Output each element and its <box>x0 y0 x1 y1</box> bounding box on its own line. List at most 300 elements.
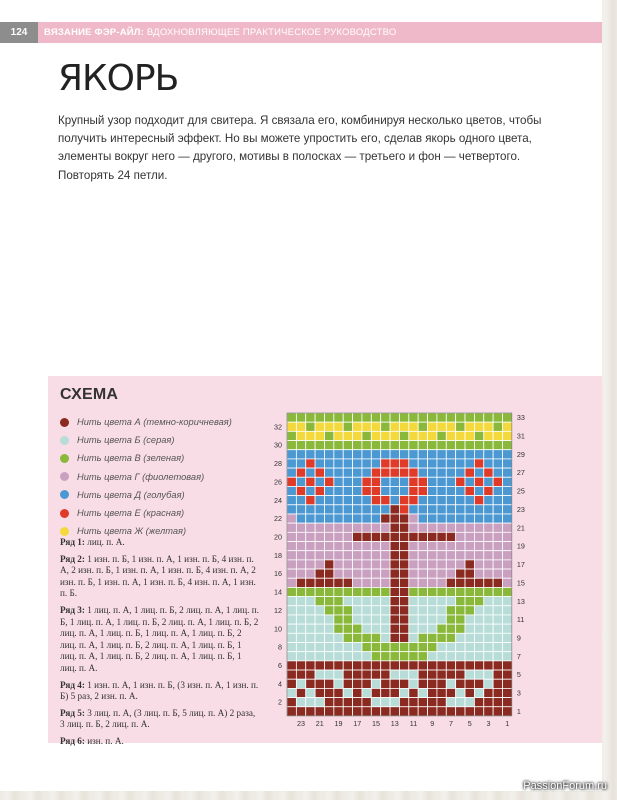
chart-cell <box>484 523 493 532</box>
chart-cell <box>296 661 305 670</box>
chart-cell <box>334 578 343 587</box>
chart-cell <box>465 643 474 652</box>
chart-cell <box>503 652 512 661</box>
chart-cell <box>306 643 315 652</box>
row-number-label: 26 <box>274 477 282 487</box>
chart-cell <box>306 707 315 716</box>
chart-cell <box>399 569 408 578</box>
chart-cell <box>399 505 408 514</box>
chart-cell <box>503 597 512 606</box>
chart-cell <box>456 459 465 468</box>
chart-cell <box>437 505 446 514</box>
chart-cell <box>353 624 362 633</box>
chart-cell <box>465 477 474 486</box>
chart-cell <box>409 624 418 633</box>
chart-cell <box>381 523 390 532</box>
chart-cell <box>503 496 512 505</box>
chart-cell <box>503 615 512 624</box>
chart-cell <box>324 486 333 495</box>
chart-cell <box>390 542 399 551</box>
chart-cell <box>353 643 362 652</box>
chart-cell <box>437 587 446 596</box>
chart-cell <box>493 496 502 505</box>
chart-cell <box>437 468 446 477</box>
chart-cell <box>437 496 446 505</box>
chart-cell <box>287 523 296 532</box>
row-label: Ряд 1: <box>60 537 85 547</box>
row-text: 1 лиц. п. А, 1 лиц. п. Б, 2 лиц. п. А, 1 лиц. п. Б, 1 лиц. п. А, 1 лиц. п. Б, 2 лиц. п. А, 1 лиц. п. Б, 2 лиц. п. А, 1 лиц. п. Б, 1 лиц. п. А, 1 лиц. п. Б, 2 лиц. п. А, 1 лиц. п. Б, 2 лиц. п. А, 1 лиц. п. Б, 1 лиц. п. А, 1 лиц. п. Б, 2 лиц. п. А, 1 лиц. п. Б, 1 лиц. п. А. <box>60 604 259 673</box>
chart-cell <box>343 661 352 670</box>
chart-cell <box>465 413 474 422</box>
chart-cell <box>428 496 437 505</box>
chart-cell <box>437 624 446 633</box>
chart-cell <box>362 468 371 477</box>
chart-cell <box>456 523 465 532</box>
chart-cell <box>503 459 512 468</box>
chart-cell <box>474 688 483 697</box>
chart-cell <box>484 698 493 707</box>
chart-cell <box>418 661 427 670</box>
chart-cell <box>409 569 418 578</box>
chart-cell <box>296 422 305 431</box>
chart-cell <box>484 468 493 477</box>
column-number-label: 3 <box>486 718 491 728</box>
chart-cell <box>296 652 305 661</box>
chart-cell <box>353 560 362 569</box>
chart-cell <box>287 688 296 697</box>
chart-cell <box>353 688 362 697</box>
book-subtitle: ВДОХНОВЛЯЮЩЕЕ ПРАКТИЧЕСКОЕ РУКОВОДСТВО <box>144 27 397 38</box>
chart-cell <box>287 698 296 707</box>
chart-cell <box>493 532 502 541</box>
chart-cell <box>324 643 333 652</box>
chart-cell <box>418 496 427 505</box>
chart-cell <box>324 468 333 477</box>
row-number-label: 3 <box>516 688 521 698</box>
column-number-label: 15 <box>372 718 381 728</box>
row-number-label: 2 <box>278 697 282 707</box>
chart-cell <box>353 413 362 422</box>
chart-cell <box>315 413 324 422</box>
chart-cell <box>343 505 352 514</box>
chart-cell <box>484 679 493 688</box>
chart-cell <box>306 615 315 624</box>
chart-cell <box>437 551 446 560</box>
chart-cell <box>306 496 315 505</box>
chart-cell <box>287 450 296 459</box>
row-number-label: 16 <box>274 569 282 579</box>
chart-cell <box>371 606 380 615</box>
column-number-label: 7 <box>448 718 453 728</box>
chart-cell <box>315 431 324 440</box>
chart-cell <box>428 523 437 532</box>
chart-cell <box>390 486 399 495</box>
chart-cell <box>428 587 437 596</box>
chart-cell <box>428 505 437 514</box>
chart-cell <box>371 707 380 716</box>
chart-cell <box>334 643 343 652</box>
chart-cell <box>315 661 324 670</box>
row-text: изн. п. А. <box>84 735 124 746</box>
row-number-label: 19 <box>516 541 525 551</box>
chart-cell <box>287 441 296 450</box>
chart-cell <box>474 505 483 514</box>
row-label: Ряд 3: <box>60 604 85 615</box>
chart-cell <box>371 413 380 422</box>
chart-cell <box>428 514 437 523</box>
chart-cell <box>418 615 427 624</box>
chart-cell <box>390 441 399 450</box>
chart-cell <box>493 652 502 661</box>
chart-cell <box>362 450 371 459</box>
chart-cell <box>493 633 502 642</box>
chart-cell <box>296 486 305 495</box>
chart-cell <box>315 606 324 615</box>
chart-cell <box>362 514 371 523</box>
chart-cell <box>493 431 502 440</box>
chart-cell <box>446 661 455 670</box>
chart-cell <box>399 587 408 596</box>
chart-cell <box>446 698 455 707</box>
chart-cell <box>381 542 390 551</box>
chart-cell <box>381 441 390 450</box>
chart-cell <box>409 514 418 523</box>
row-number-label: 22 <box>274 514 282 524</box>
chart-cell <box>409 597 418 606</box>
chart-cell <box>362 505 371 514</box>
chart-cell <box>437 477 446 486</box>
chart-cell <box>484 587 493 596</box>
chart-cell <box>437 431 446 440</box>
chart-cell <box>409 477 418 486</box>
chart-cell <box>446 679 455 688</box>
chart-cell <box>334 422 343 431</box>
chart-cell <box>474 560 483 569</box>
chart-cell <box>371 688 380 697</box>
chart-cell <box>428 422 437 431</box>
chart-cell <box>465 468 474 477</box>
chart-cell <box>428 670 437 679</box>
chart-cell <box>474 477 483 486</box>
chart-cell <box>456 477 465 486</box>
chart-cell <box>456 670 465 679</box>
chart-cell <box>362 542 371 551</box>
chart-cell <box>334 496 343 505</box>
chart-cell <box>371 670 380 679</box>
chart-cell <box>334 633 343 642</box>
chart-cell <box>474 450 483 459</box>
chart-cell <box>306 542 315 551</box>
chart-cell <box>418 450 427 459</box>
chart-cell <box>296 606 305 615</box>
chart-cell <box>362 688 371 697</box>
row-label: Ряд 2: <box>60 553 85 564</box>
row-number-label: 14 <box>274 587 282 597</box>
chart-cell <box>324 532 333 541</box>
chart-cell <box>446 707 455 716</box>
chart-cell <box>456 413 465 422</box>
chart-cell <box>418 468 427 477</box>
chart-cell <box>399 477 408 486</box>
chart-cell <box>390 514 399 523</box>
chart-cell <box>456 587 465 596</box>
chart-cell <box>343 532 352 541</box>
chart-cell <box>456 679 465 688</box>
chart-cell <box>306 413 315 422</box>
chart-cell <box>456 597 465 606</box>
chart-cell <box>465 661 474 670</box>
chart-cell <box>399 422 408 431</box>
chart-cell <box>493 542 502 551</box>
chart-cell <box>399 578 408 587</box>
chart-cell <box>343 496 352 505</box>
chart-cell <box>493 578 502 587</box>
chart-cell <box>343 450 352 459</box>
chart-cell <box>287 615 296 624</box>
chart-cell <box>456 560 465 569</box>
chart-cell <box>484 578 493 587</box>
chart-cell <box>409 652 418 661</box>
chart-cell <box>474 459 483 468</box>
chart-cell <box>343 523 352 532</box>
chart-cell <box>343 459 352 468</box>
chart-cell <box>484 661 493 670</box>
chart-cell <box>446 643 455 652</box>
chart-cell <box>371 652 380 661</box>
chart-cell <box>381 606 390 615</box>
chart-cell <box>465 542 474 551</box>
chart-cell <box>437 523 446 532</box>
column-number-label: 5 <box>467 718 472 728</box>
chart-cell <box>493 688 502 697</box>
chart-cell <box>418 578 427 587</box>
chart-cell <box>381 413 390 422</box>
chart-cell <box>493 698 502 707</box>
row-number-label: 20 <box>274 532 282 542</box>
row-number-label: 21 <box>516 523 525 533</box>
chart-cell <box>437 560 446 569</box>
chart-cell <box>446 606 455 615</box>
chart-cell <box>362 532 371 541</box>
chart-cell <box>503 643 512 652</box>
chart-cell <box>390 551 399 560</box>
chart-cell <box>343 643 352 652</box>
chart-cell <box>456 615 465 624</box>
chart-cell <box>362 670 371 679</box>
chart-cell <box>484 413 493 422</box>
chart-cell <box>493 597 502 606</box>
chart-cell <box>437 652 446 661</box>
chart-cell <box>465 523 474 532</box>
chart-cell <box>287 587 296 596</box>
chart-cell <box>465 606 474 615</box>
chart-cell <box>324 450 333 459</box>
chart-cell <box>474 587 483 596</box>
chart-cell <box>371 615 380 624</box>
chart-cell <box>390 688 399 697</box>
chart-cell <box>334 569 343 578</box>
chart-cell <box>343 624 352 633</box>
row-number-label: 28 <box>274 459 282 469</box>
chart-cell <box>465 698 474 707</box>
chart-cell <box>334 707 343 716</box>
chart-cell <box>306 624 315 633</box>
chart-cell <box>493 486 502 495</box>
chart-cell <box>296 688 305 697</box>
chart-cell <box>390 707 399 716</box>
chart-cell <box>446 477 455 486</box>
chart-cell <box>446 468 455 477</box>
chart-cell <box>381 569 390 578</box>
column-number-label: 21 <box>315 718 324 728</box>
chart-cell <box>287 652 296 661</box>
book-title: ВЯЗАНИЕ ФЭР-АЙЛ: <box>44 27 145 38</box>
chart-cell <box>315 643 324 652</box>
chart-cell <box>493 615 502 624</box>
row-number-label: 25 <box>516 486 525 496</box>
chart-cell <box>390 413 399 422</box>
chart-cell <box>353 431 362 440</box>
chart-cell <box>446 587 455 596</box>
chart-cell <box>306 468 315 477</box>
chart-cell <box>371 441 380 450</box>
chart-cell <box>334 652 343 661</box>
chart-cell <box>287 670 296 679</box>
chart-cell <box>418 551 427 560</box>
chart-cell <box>456 514 465 523</box>
row-number-label: 11 <box>516 615 525 625</box>
chart-cell <box>437 615 446 624</box>
chart-cell <box>418 459 427 468</box>
column-number-label: 11 <box>409 718 418 728</box>
chart-cell <box>465 688 474 697</box>
chart-cell <box>456 551 465 560</box>
chart-cell <box>390 468 399 477</box>
chart-cell <box>287 486 296 495</box>
chart-cell <box>334 698 343 707</box>
chart-cell <box>418 486 427 495</box>
chart-cell <box>446 459 455 468</box>
chart-cell <box>315 615 324 624</box>
chart-cell <box>474 670 483 679</box>
chart-cell <box>484 422 493 431</box>
chart-cell <box>446 514 455 523</box>
chart-cell <box>371 679 380 688</box>
chart-cell <box>390 606 399 615</box>
chart-cell <box>428 459 437 468</box>
chart-cell <box>503 523 512 532</box>
chart-cell <box>296 450 305 459</box>
chart-cell <box>474 624 483 633</box>
chart-cell <box>353 450 362 459</box>
chart-cell <box>371 505 380 514</box>
chart-cell <box>353 633 362 642</box>
chart-cell <box>334 450 343 459</box>
chart-cell <box>493 505 502 514</box>
chart-cell <box>474 633 483 642</box>
chart-cell <box>446 441 455 450</box>
chart-cell <box>418 597 427 606</box>
chart-cell <box>399 661 408 670</box>
chart-cell <box>484 606 493 615</box>
chart-cell <box>315 450 324 459</box>
chart-cell <box>456 606 465 615</box>
watermark: PassionForum.ru <box>523 780 607 792</box>
chart-cell <box>399 652 408 661</box>
chart-cell <box>324 606 333 615</box>
legend-label: Нить цвета Г (фиолетовая) <box>77 471 205 482</box>
chart-cell <box>484 670 493 679</box>
chart-cell <box>484 477 493 486</box>
chart-cell <box>362 551 371 560</box>
chart-cell <box>503 505 512 514</box>
chart-cell <box>306 514 315 523</box>
chart-cell <box>503 587 512 596</box>
chart-cell <box>465 431 474 440</box>
chart-cell <box>484 431 493 440</box>
chart-cell <box>493 587 502 596</box>
chart-cell <box>381 496 390 505</box>
chart-cell <box>381 670 390 679</box>
chart-cell <box>315 560 324 569</box>
chart-cell <box>456 431 465 440</box>
chart-cell <box>306 698 315 707</box>
chart-cell <box>287 468 296 477</box>
chart-cell <box>324 670 333 679</box>
chart-cell <box>315 587 324 596</box>
chart-cell <box>503 707 512 716</box>
chart-cell <box>306 505 315 514</box>
chart-cell <box>296 468 305 477</box>
chart-cell <box>324 542 333 551</box>
chart-cell <box>503 578 512 587</box>
column-number-label: 13 <box>390 718 399 728</box>
chart-cell <box>418 569 427 578</box>
chart-cell <box>446 542 455 551</box>
chart-cell <box>399 707 408 716</box>
chart-cell <box>343 569 352 578</box>
chart-cell <box>334 615 343 624</box>
chart-cell <box>315 459 324 468</box>
chart-cell <box>296 587 305 596</box>
chart-cell <box>437 679 446 688</box>
chart-cell <box>371 431 380 440</box>
chart-cell <box>287 624 296 633</box>
chart-cell <box>428 551 437 560</box>
chart-cell <box>446 523 455 532</box>
chart-cell <box>343 707 352 716</box>
chart-cell <box>446 505 455 514</box>
chart-cell <box>428 486 437 495</box>
chart-cell <box>315 698 324 707</box>
chart-cell <box>399 441 408 450</box>
chart-cell <box>428 688 437 697</box>
chart-cell <box>381 450 390 459</box>
row-text: 1 изн. п. А, 1 изн. п. Б, (3 изн. п. А, 1 изн. п. Б) 5 раз, 2 изн. п. А. <box>60 679 259 702</box>
chart-cell <box>399 468 408 477</box>
chart-cell <box>343 422 352 431</box>
legend-label: Нить цвета А (темно-коричневая) <box>77 417 232 428</box>
chart-cell <box>343 441 352 450</box>
chart-cell <box>503 661 512 670</box>
chart-cell <box>474 698 483 707</box>
chart-cell <box>493 477 502 486</box>
chart-cell <box>296 551 305 560</box>
chart-cell <box>474 496 483 505</box>
chart-cell <box>334 587 343 596</box>
chart-cell <box>306 633 315 642</box>
chart-cell <box>371 643 380 652</box>
